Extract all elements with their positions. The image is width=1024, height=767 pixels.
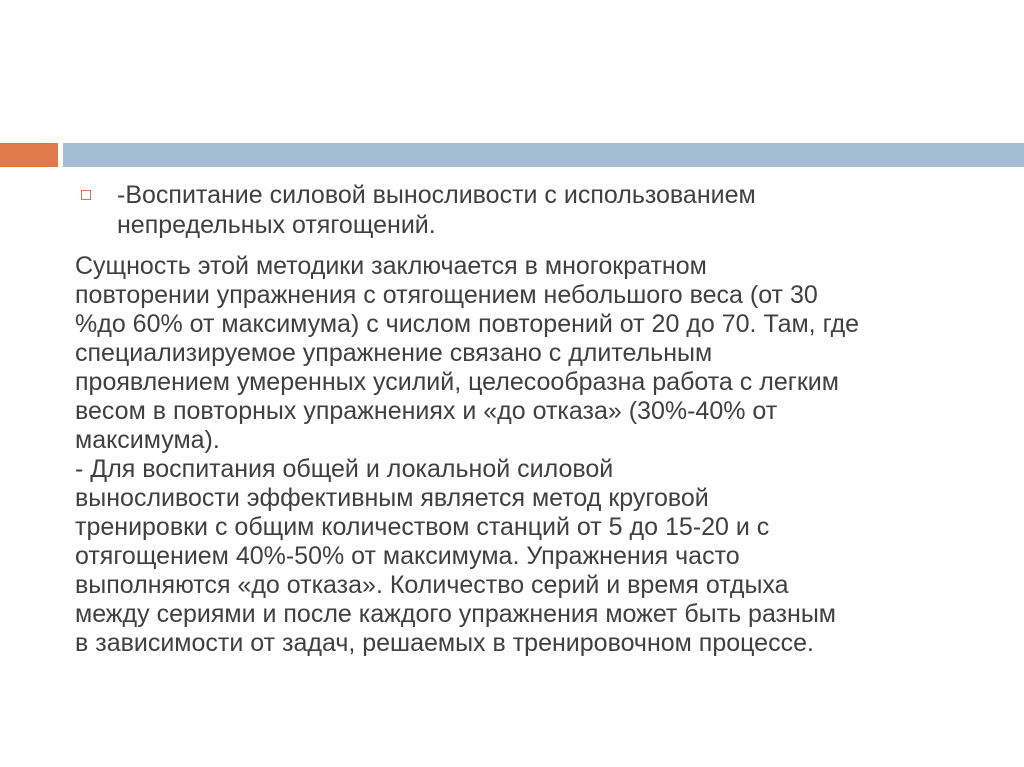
slide-content bbox=[75, 180, 995, 658]
bullet-text: -Воспитание силовой выносливости с использованием непредельных отягощений. bbox=[117, 181, 756, 239]
paragraph-methodology: Сущность этой методики заключается в многократном повторении упражнения с отягощением небольшого веса (от 30 %до 60% от максимума) с числом повторений от 20 до 70. Там, где специализируемое упражнение связано с длительным проявлением умеренных усилий, целесообразна работа с легким весом в повторных упражнениях и «до отказа» (30%-40% от максимума). bbox=[75, 252, 860, 454]
bullet-item bbox=[75, 180, 995, 240]
paragraph-circuit-training: - Для воспитания общей и локальной силовой выносливости эффективным является метод круговой тренировки с общим количеством станций от 5 до 15-20 и с отягощением 40%-50% от максимума. Упражнения часто выполняются «до отказа». Количество серий и время отдыха между сериями и после каждого упражнения может быть разным в зависимости от задач, решаемых в тренировочном процессе. bbox=[75, 455, 836, 657]
square-outline-bullet-icon bbox=[81, 190, 91, 200]
accent-bar-blue bbox=[63, 143, 1024, 167]
accent-bar-orange bbox=[0, 143, 58, 167]
